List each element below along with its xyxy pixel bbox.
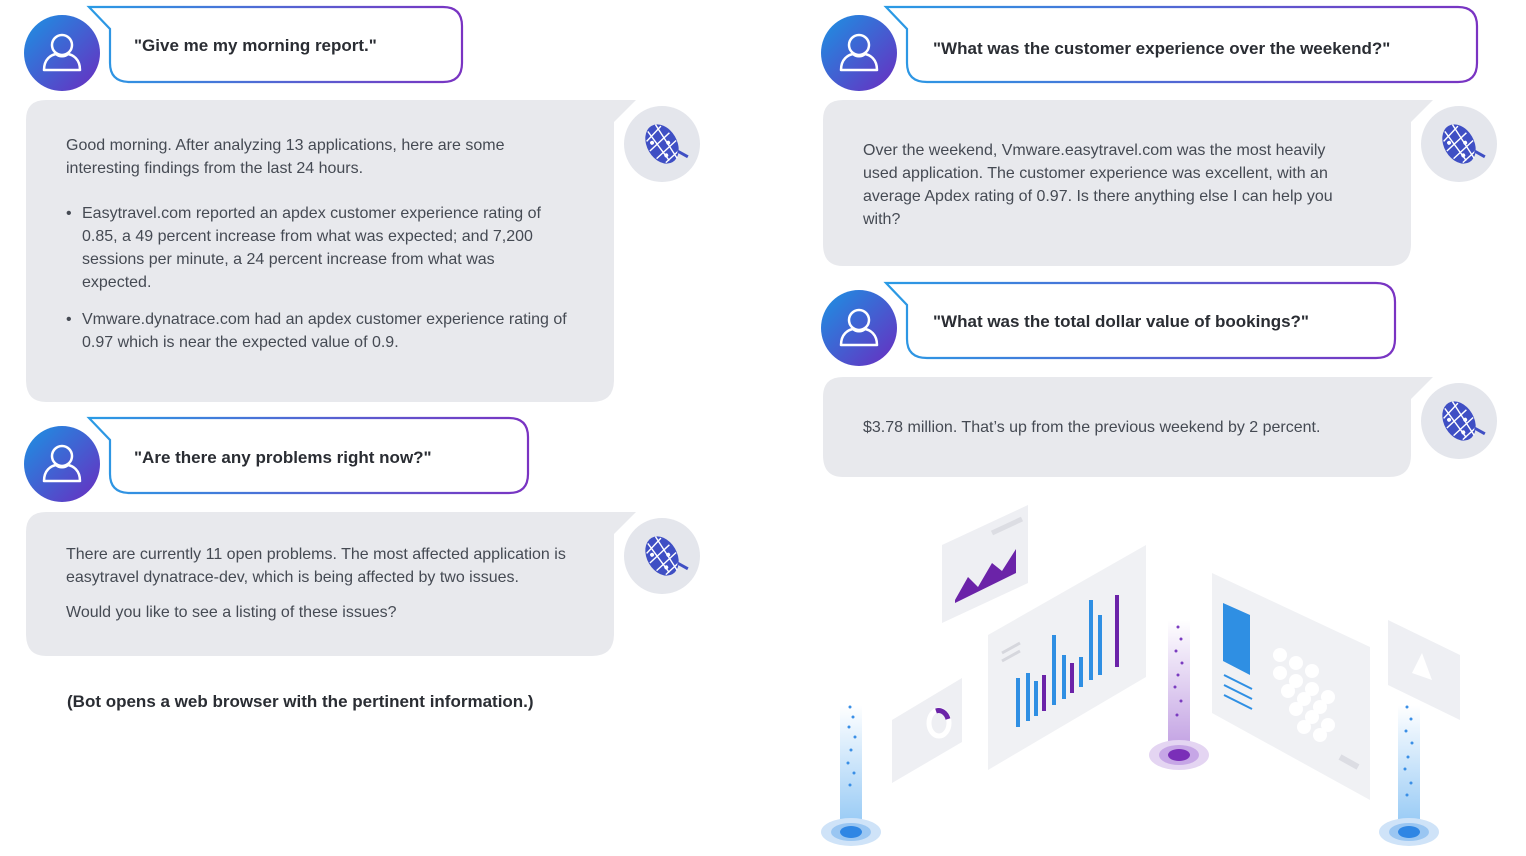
answer-intro: Good morning. After analyzing 13 applications, here are some interesting findings from the last 24 hours. [66, 137, 505, 177]
donut-panel [892, 678, 962, 783]
dynatrace-bot-icon [624, 106, 700, 182]
caption: (Bot opens a web browser with the pertinent information.) [67, 692, 534, 711]
question-text: "Are there any problems right now?" [134, 448, 432, 467]
question-text: "Give me my morning report." [134, 36, 377, 55]
answer-paragraph: There are currently 11 open problems. The most affected application is easytravel dynatrace-dev, which is being affected by two issues. [66, 546, 566, 586]
question-text: "What was the total dollar value of bookings?" [933, 312, 1309, 331]
light-beam [1149, 620, 1209, 770]
light-beam [821, 705, 881, 846]
dynatrace-bot-icon [1421, 383, 1497, 459]
answer-bullet: • Easytravel.com reported an apdex customer experience rating of 0.85, a 49 percent increase from what was expected; and 7,200 sessions per minute, a 24 percent increase from what was expected. [66, 202, 557, 294]
answer-text: $3.78 million. That’s up from the previous weekend by 2 percent. [863, 419, 1321, 436]
answer-text [66, 543, 586, 624]
light-beam [1379, 705, 1439, 846]
answer-paragraph: Would you like to see a listing of these issues? [66, 604, 397, 621]
dashboard-illustration [800, 495, 1500, 855]
answer-bullet: • Vmware.dynatrace.com had an apdex customer experience rating of 0.97 which is near the expected value of 0.9. [66, 308, 572, 354]
dynatrace-bot-icon [1421, 106, 1497, 182]
honeycomb-panel [1212, 573, 1370, 800]
dynatrace-bot-icon [624, 518, 700, 594]
question-text: "What was the customer experience over the weekend?" [933, 39, 1391, 58]
answer-text: Over the weekend, Vmware.easytravel.com was the most heavily used application. The customer experience was excellent, with an average Apdex rating of 0.97. Is there anything else I can help you with? [863, 142, 1333, 228]
answer-text [66, 134, 586, 354]
area-chart-panel [942, 505, 1028, 623]
answer-bullet-list [66, 202, 566, 354]
